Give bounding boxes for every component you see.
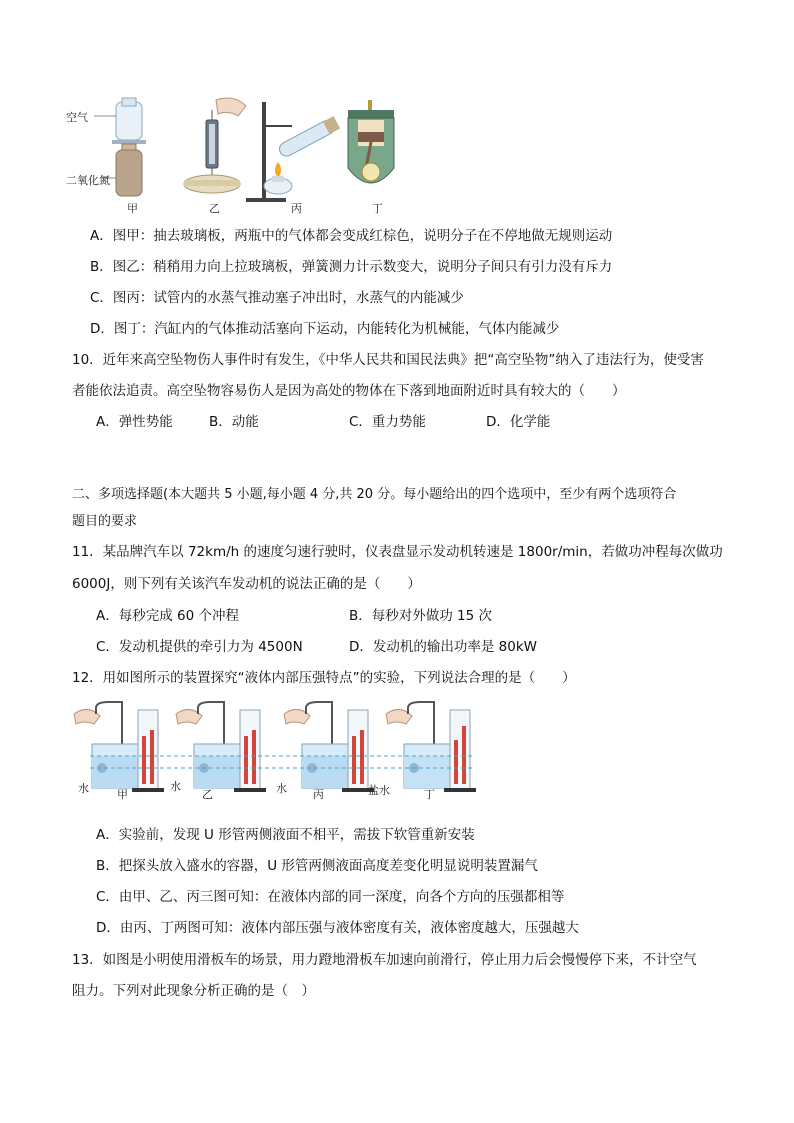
- q10-option-c: C．重力势能: [349, 414, 426, 430]
- q10-stem-line1: 10．近年来高空坠物伤人事件时有发生，《中华人民共和国民法典》把“高空坠物”纳入了违法行为，使受害: [72, 352, 704, 368]
- test-tube-heating-icon: [246, 102, 340, 202]
- q13-stem-line1: 13．如图是小明使用滑板车的场景，用力蹬地滑板车加速向前滑行，停止用力后会慢慢停下来，不计空气: [72, 952, 697, 968]
- q12-option-b: B．把探头放入盛水的容器，U 形管两侧液面高度差变化明显说明装置漏气: [96, 858, 538, 874]
- q11-option-b: B．每秒对外做功 15 次: [349, 608, 493, 624]
- figure-liquid-pressure: [72, 700, 492, 800]
- pressure-apparatus-icon: [74, 702, 476, 792]
- q12-option-d: D．由丙、丁两图可知：液体内部压强与液体密度有关，液体密度越大，压强越大: [96, 920, 579, 936]
- q11-option-a: A．每秒完成 60 个冲程: [96, 608, 239, 624]
- no2-label: 二氧化氮: [66, 174, 110, 187]
- q10-stem-line2: 者能依法追责。高空坠物容易伤人是因为高处的物体在下落到地面附近时具有较大的（ ）: [72, 383, 626, 399]
- q9-option-c: C．图丙：试管内的水蒸气推动塞子冲出时，水蒸气的内能减少: [90, 290, 464, 306]
- liquid-label-bing: 水: [276, 782, 287, 795]
- caption-bing: 丙: [291, 202, 302, 215]
- figure-molecular-experiments: [66, 96, 426, 218]
- liquid-label-ding: 盐水: [368, 784, 390, 797]
- q10-option-a: A．弹性势能: [96, 414, 173, 430]
- q11-option-c: C．发动机提供的牵引力为 4500N: [96, 639, 303, 655]
- caption-yi: 乙: [209, 202, 220, 215]
- caption2-yi: 乙: [202, 788, 213, 801]
- section2-heading-line1: 二、多项选择题(本大题共 5 小题,每小题 4 分,共 20 分。每小题给出的四个选项中，至少有两个选项符合: [72, 487, 677, 502]
- q10-option-b: B．动能: [209, 414, 259, 430]
- caption-ding: 丁: [372, 202, 383, 215]
- q9-option-b: B．图乙：稍稍用力向上拉玻璃板，弹簧测力计示数变大，说明分子间只有引力没有斥力: [90, 259, 613, 275]
- engine-cylinder-icon: [348, 100, 394, 183]
- q12-option-c: C．由甲、乙、丙三图可知：在液体内部的同一深度，向各个方向的压强都相等: [96, 889, 565, 905]
- q12-stem: 12．用如图所示的装置探究“液体内部压强特点”的实验，下列说法合理的是（ ）: [72, 670, 576, 686]
- caption2-bing: 丙: [313, 788, 324, 801]
- q9-option-d: D．图丁：汽缸内的气体推动活塞向下运动，内能转化为机械能，气体内能减少: [90, 321, 560, 337]
- q9-option-a: A．图甲：抽去玻璃板，两瓶中的气体都会变成红棕色，说明分子在不停地做无规则运动: [90, 228, 613, 244]
- section2-heading-line2: 题目的要求: [72, 514, 138, 529]
- q11-option-d: D．发动机的输出功率是 80kW: [349, 639, 538, 655]
- caption2-ding: 丁: [424, 788, 435, 801]
- liquid-label-jia: 水: [78, 782, 89, 795]
- q11-stem-line1: 11．某品牌汽车以 72km/h 的速度匀速行驶时，仪表盘显示发动机转速是 1800r/min，若做功冲程每次做功: [72, 544, 723, 560]
- q12-option-a: A．实验前，发现 U 形管两侧液面不相平，需拔下软管重新安装: [96, 827, 475, 843]
- q10-option-d: D．化学能: [486, 414, 551, 430]
- spring-scale-icon: [184, 98, 246, 193]
- liquid-label-yi: 水: [170, 780, 181, 793]
- air-label: 空气: [66, 111, 88, 124]
- q11-stem-line2: 6000J，则下列有关该汽车发动机的说法正确的是（ ）: [72, 576, 421, 592]
- q13-stem-line2: 阻力。下列对此现象分析正确的是（ ）: [72, 983, 315, 999]
- caption-jia: 甲: [127, 202, 138, 215]
- caption2-jia: 甲: [117, 788, 128, 801]
